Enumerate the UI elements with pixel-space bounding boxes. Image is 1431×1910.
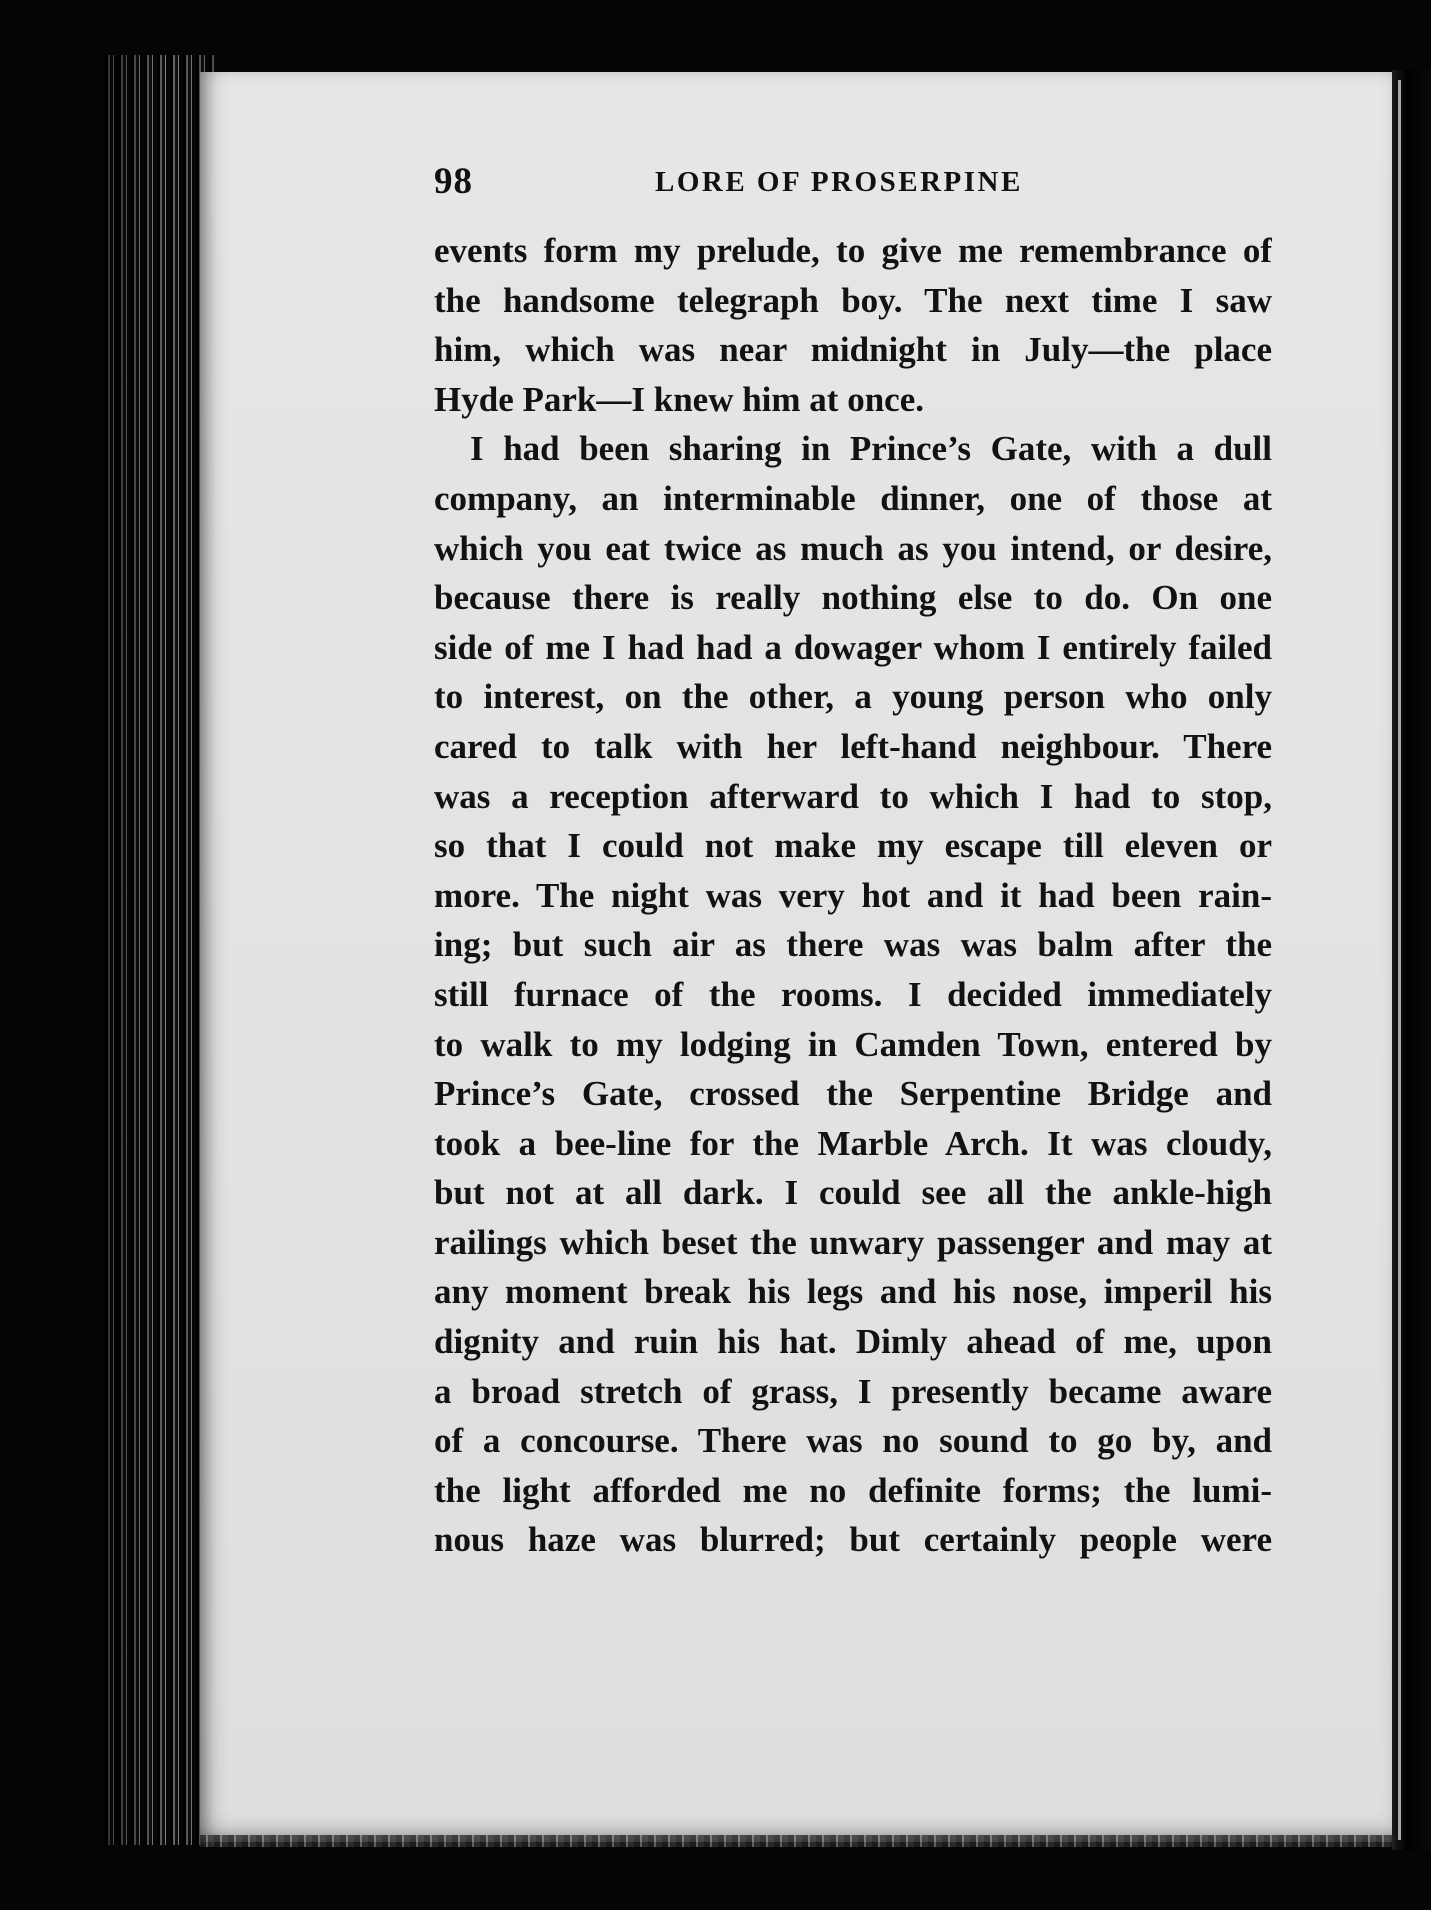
- text-line: dignity and ruin his hat. Dimly ahead of me, upon: [434, 1322, 1272, 1362]
- text-line: railings which beset the unwary passenger and may at: [434, 1222, 1272, 1262]
- text-line: the handsome telegraph boy. The next time I saw: [434, 280, 1272, 320]
- text-line: a broad stretch of grass, I presently became aware: [434, 1371, 1272, 1411]
- page-number: 98: [434, 161, 473, 202]
- text-line: took a bee-line for the Marble Arch. It was cloudy,: [434, 1123, 1272, 1163]
- body-text: [434, 226, 1272, 1565]
- text-line: events form my prelude, to give me remembrance of: [434, 231, 1272, 270]
- page-header: [434, 160, 1264, 210]
- bottom-page-edge: [200, 1835, 1395, 1847]
- text-line: nous haze was blurred; but certainly people were: [434, 1520, 1272, 1560]
- running-title: LORE OF PROSERPINE: [655, 166, 1023, 198]
- text-line: of a concourse. There was no sound to go by, and: [434, 1421, 1272, 1461]
- spine-shadow: [105, 55, 215, 1845]
- text-line: more. The night was very hot and it had been rain-: [434, 875, 1272, 915]
- text-line: Prince’s Gate, crossed the Serpentine Bridge and: [434, 1074, 1272, 1114]
- text-line: the light afforded me no definite forms; the lumi-: [434, 1470, 1272, 1510]
- text-line: because there is really nothing else to do. On one: [434, 578, 1272, 618]
- text-line: company, an interminable dinner, one of those at: [434, 478, 1272, 518]
- text-line: him, which was near midnight in July—the place: [434, 330, 1272, 370]
- text-line: so that I could not make my escape till eleven or: [434, 826, 1272, 866]
- text-line: any moment break his legs and his nose, imperil his: [434, 1272, 1272, 1312]
- text-line: Hyde Park—I knew him at once.: [434, 379, 924, 419]
- text-line: side of me I had had a dowager whom I entirely failed: [434, 627, 1272, 667]
- text-line: but not at all dark. I could see all the ankle-high: [434, 1173, 1272, 1213]
- text-line: cared to talk with her left-hand neighbour. There: [434, 726, 1272, 766]
- text-line: still furnace of the rooms. I decided immediately: [434, 974, 1272, 1014]
- text-line: to walk to my lodging in Camden Town, entered by: [434, 1024, 1272, 1064]
- text-line: to interest, on the other, a young person who only: [434, 677, 1272, 717]
- text-line: ing; but such air as there was was balm after the: [434, 925, 1272, 965]
- text-line: which you eat twice as much as you intend, or desire,: [434, 528, 1272, 568]
- text-line: was a reception afterward to which I had to stop,: [434, 776, 1272, 816]
- text-line: I had been sharing in Prince’s Gate, with a dull: [470, 429, 1272, 469]
- right-edge-highlight: [1398, 80, 1401, 1840]
